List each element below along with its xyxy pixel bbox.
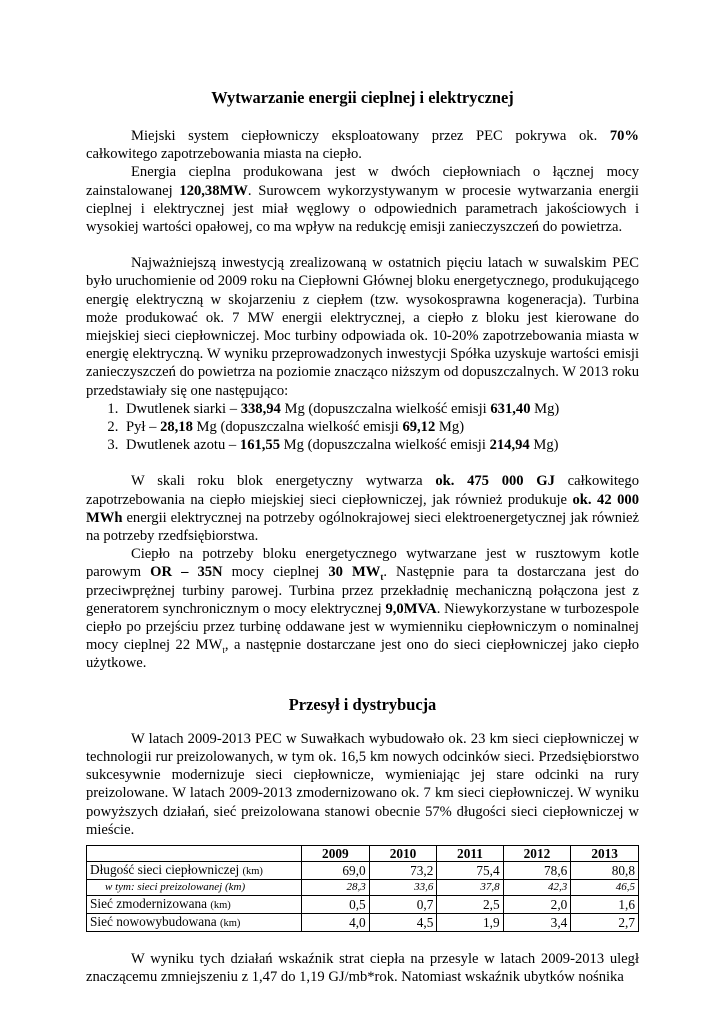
text: . Niewykorzystane w turbozespole ciepło po przejściu przez turbinę oddawane jest w wymienniku ciepłowniczym o nominalnej mocy cieplnej 22 MW [86,600,639,654]
text: Miejski system ciepłowniczy eksploatowany przez PEC pokrywa ok. [131,128,610,144]
list-item [122,400,639,418]
page-title: Wytwarzanie energii cieplnej i elektrycznej [211,88,514,107]
text: mocy cieplnej [222,564,329,581]
capacity-value: 120,38MW [179,182,248,199]
table-cell: 2,7 [571,913,639,931]
table-cell: 46,5 [571,879,639,895]
table-cell: 80,8 [571,861,639,879]
table-cell: 2,0 [503,895,571,913]
table-cell: 75,4 [437,861,503,879]
row-label [87,879,302,895]
column-header: 2011 [437,845,503,861]
coverage-value: 70% [609,128,639,144]
row-label [87,861,302,879]
table-cell: 78,6 [503,861,571,879]
text: 30 MW [328,564,381,581]
emission-value: 28,18 [160,419,193,436]
paragraph-investment: Najważniejszą inwestycją zrealizowaną w ostatnich pięciu latach w suwalskim PEC było uruchomienie od 2009 roku na Ciepłowni Głównej bloku energetycznego, produkującego energię elektryczną w skojarzeniu z ciepłem (tzw. wysokosprawna kogeneracja). Turbina może produkować ok. 7 MW energii elektrycznej, a ciepło z bloku jest kierowane do miejskiej sieci ciepłowniczej. Moc turbiny odpowiada ok. 10-20% zapotrzebowania miasta w energię elektryczną. W wyniku przeprowadzonych inwestycji Spółka uzyskuje wartości emisji zanieczyszczeń do powietrza na poziomie znacząco niższym od dopuszczalnych. W 2013 roku przedstawiały się one następująco: [86,255,639,399]
column-header: 2009 [302,845,370,861]
text: Mg) [435,419,465,436]
text: w tym: sieci preizolowanej [105,880,225,893]
table-cell: 2,5 [437,895,503,913]
text: . Surowcem wykorzystywanym w procesie wytwarzania energii cieplnej i elektrycznej jest miał węglowy o odpowiednich parametrach jakościowych i wysokiej wartości opałowej, co ma wpływ na redukcję emisji zanieczyszczeń do powietrza. [86,182,639,236]
table-header-row [87,845,639,861]
text: Mg (dopuszczalna wielkość emisji [192,419,403,436]
boiler-model: OR – 35N [150,564,223,581]
document-page [86,88,639,986]
emission-limit: 631,40 [490,400,531,417]
unit: (km) [242,865,263,877]
heat-output-value: ok. 475 000 GJ [435,473,555,490]
table-cell: 1,9 [437,913,503,931]
table-row [87,879,639,895]
table-cell: 33,6 [369,879,437,895]
table-cell: 4,0 [302,913,370,931]
paragraph-boiler [86,545,639,672]
table-row [87,895,639,913]
text: Długość sieci ciepłowniczej [90,861,243,877]
text: Mg) [529,437,559,454]
list-item [122,418,639,436]
row-label [87,895,302,913]
text: Dwutlenek siarki – [126,400,241,417]
subscript: t [222,645,225,656]
text: całkowitego zapotrzebowania miasta na ciepło. [86,146,362,163]
table-corner [87,845,302,861]
text: Mg (dopuszczalna wielkość emisji [280,400,491,417]
table-cell: 0,5 [302,895,370,913]
text: , a następnie dostarczane jest ono do sieci ciepłowniczej jako ciepło użytkowe. [86,637,640,672]
generator-power: 9,0MVA [385,600,437,617]
column-header: 2013 [571,845,639,861]
paragraph-network: W latach 2009-2013 PEC w Suwałkach wybudowało ok. 23 km sieci ciepłowniczej w technologii rur preizolowanych, w tym ok. 16,5 km nowych odcinków sieci. Przedsiębiorstwo sukcesywnie modernizuje sieci ciepłownicze, wymieniając jej stare odcinki na rury preizolowane. W latach 2009-2013 zmodernizowano ok. 7 km sieci ciepłowniczej. W wyniku powyższych działań, sieć preizolowana stanowi obecnie 57% długości sieci ciepłowniczej w mieście. [86,730,639,838]
text: Sieć nowowybudowana [90,913,220,929]
table-cell: 42,3 [503,879,571,895]
unit: (km) [224,880,246,893]
emission-value: 161,55 [239,437,281,454]
subscript: t [380,572,384,583]
emission-limit: 214,94 [489,437,530,454]
boiler-power [328,564,384,583]
text: . Następnie para ta dostarczana jest do przeciwprężnej turbiny parowej. Turbina przez przekładnię mechaniczną połączona jest z generatorem synchronicznym o mocy elektrycznej [86,564,639,617]
table-cell: 0,7 [369,895,437,913]
paragraph-annual-output [86,472,639,545]
emissions-list [86,400,639,455]
paragraph-losses: W wyniku tych działań wskaźnik strat ciepła na przesyle w latach 2009-2013 uległ znaczącemu zmniejszeniu z 1,47 do 1,19 GJ/mb*rok. Natomiast wskaźnik ubytków nośnika [86,950,639,986]
table-cell: 73,2 [369,861,437,879]
section-title: Przesył i dystrybucja [288,694,437,714]
table-row [87,861,639,879]
text: Ciepło na potrzeby bloku energetycznego wytwarzane jest w rusztowym kotle parowym [86,546,639,581]
table-cell: 3,4 [503,913,571,931]
table-cell: 37,8 [437,879,503,895]
table-cell: 69,0 [302,861,370,879]
table-cell: 4,5 [369,913,437,931]
text: energii elektrycznej na potrzeby ogólnokrajowej sieci elektroenergetycznej jak również na potrzeby rzedfsiębiorstwa. [86,509,639,545]
unit: (km) [220,917,241,929]
text: W skali roku blok energetyczny wytwarza [131,473,436,490]
list-item [122,436,639,454]
emission-value: 338,94 [240,400,281,417]
text: Pył – [126,419,161,436]
emission-limit: 69,12 [402,419,436,436]
network-table [86,845,639,932]
column-header: 2010 [369,845,437,861]
paragraph-coverage [86,127,639,163]
row-label [87,913,302,931]
text: Energia cieplna produkowana jest w dwóch ciepłowniach o łącznej mocy zainstalowanej [86,164,639,199]
table-row [87,913,639,931]
text: Dwutlenek azotu – [126,437,240,454]
electricity-output-value: ok. 42 000 MWh [86,491,639,526]
table-cell: 1,6 [571,895,639,913]
paragraph-capacity [86,163,639,236]
column-header: 2012 [503,845,571,861]
unit: (km) [210,899,231,911]
text: całkowitego zapotrzebowania na ciepło miejskiej sieci ciepłowniczej, jak również produkuje [86,473,639,508]
text: Mg) [530,400,560,417]
table-cell: 28,3 [302,879,370,895]
text: Mg (dopuszczalna wielkość emisji [280,437,490,454]
text: Sieć zmodernizowana [90,895,211,911]
